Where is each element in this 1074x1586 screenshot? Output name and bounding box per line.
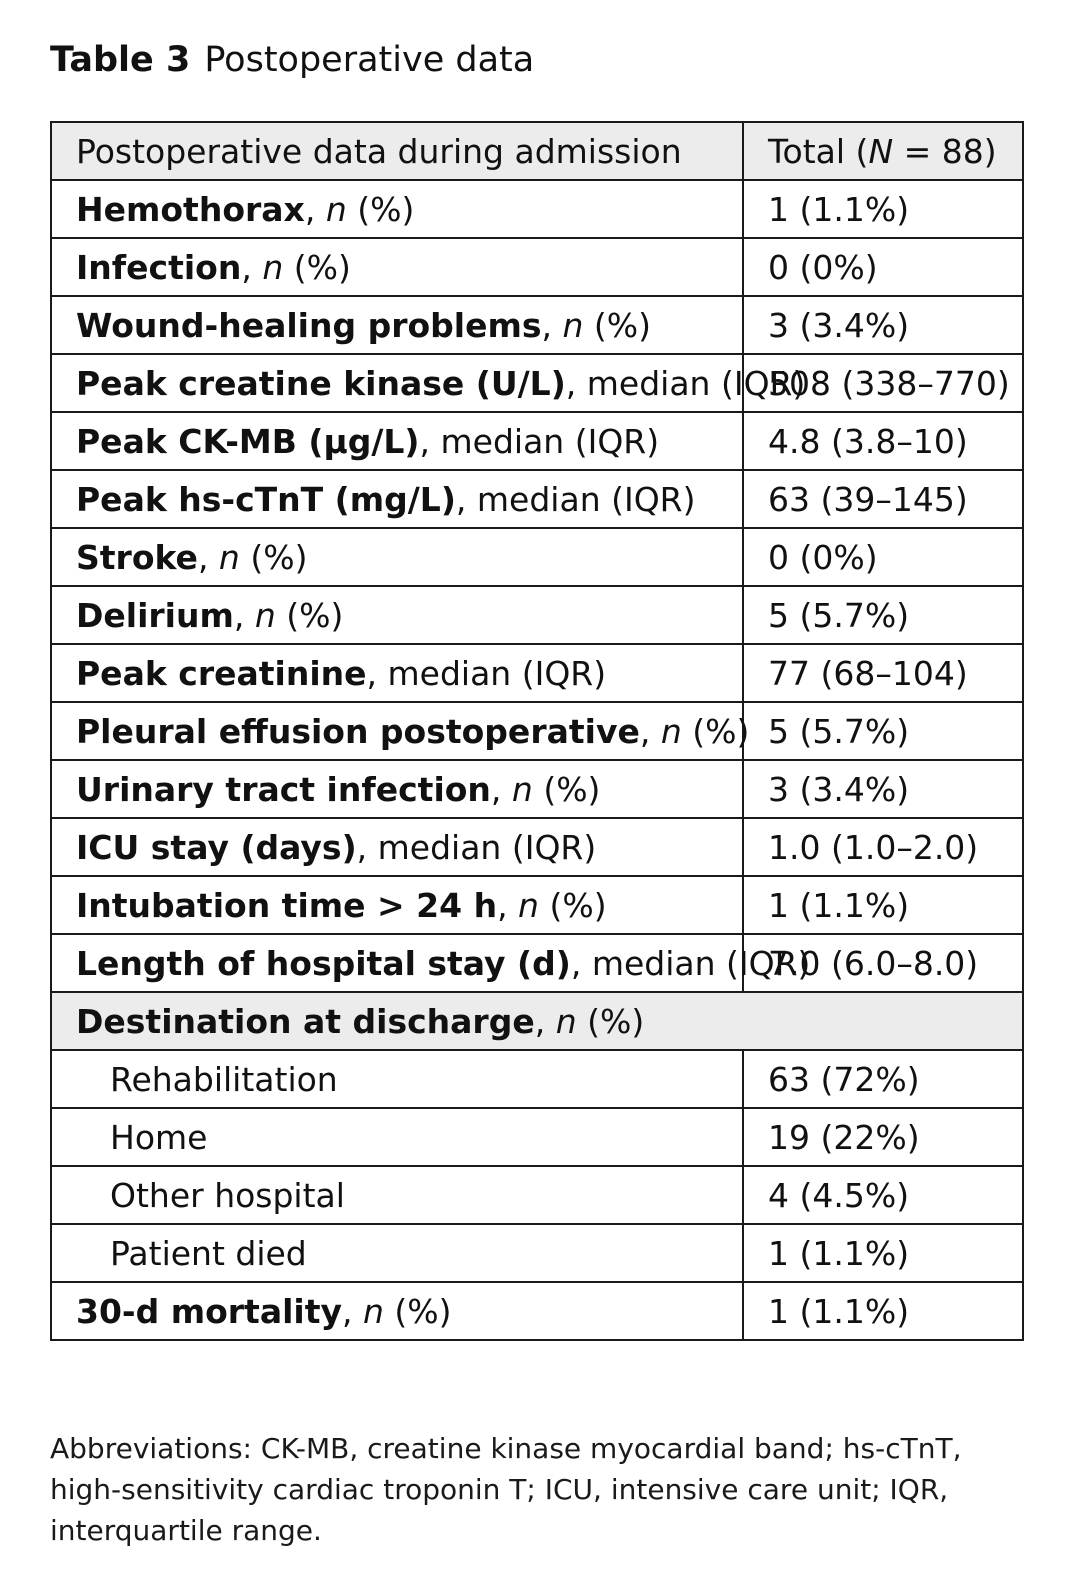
section-row-destination bbox=[51, 992, 1023, 1050]
subrow-value: 63 (72%) bbox=[743, 1050, 1023, 1108]
header-variable: Postoperative data during admission bbox=[51, 122, 743, 180]
subrow-label: Home bbox=[51, 1108, 743, 1166]
row-label: Delirium, n (%) bbox=[51, 586, 743, 644]
table-row bbox=[51, 528, 1023, 586]
table-row bbox=[51, 760, 1023, 818]
table-number: Table 3 bbox=[50, 40, 191, 80]
row-label: Pleural effusion postoperative, n (%) bbox=[51, 702, 743, 760]
table-row bbox=[51, 876, 1023, 934]
row-label: 30-d mortality, n (%) bbox=[51, 1282, 743, 1340]
table-row bbox=[51, 586, 1023, 644]
row-value: 1 (1.1%) bbox=[743, 180, 1023, 238]
row-value: 1.0 (1.0–2.0) bbox=[743, 818, 1023, 876]
row-label: Urinary tract infection, n (%) bbox=[51, 760, 743, 818]
table-row bbox=[51, 470, 1023, 528]
table-row bbox=[51, 818, 1023, 876]
table-title: Postoperative data bbox=[204, 40, 535, 80]
table-subrow bbox=[51, 1050, 1023, 1108]
subrow-value: 4 (4.5%) bbox=[743, 1166, 1023, 1224]
row-value: 77 (68–104) bbox=[743, 644, 1023, 702]
subrow-label: Rehabilitation bbox=[51, 1050, 743, 1108]
row-value: 7.0 (6.0–8.0) bbox=[743, 934, 1023, 992]
row-value: 3 (3.4%) bbox=[743, 760, 1023, 818]
subrow-value: 19 (22%) bbox=[743, 1108, 1023, 1166]
table-row bbox=[51, 180, 1023, 238]
table-row bbox=[51, 934, 1023, 992]
table-row bbox=[51, 1282, 1023, 1340]
header-total: Total (N = 88) bbox=[743, 122, 1023, 180]
row-label: Length of hospital stay (d), median (IQR) bbox=[51, 934, 743, 992]
table-row bbox=[51, 644, 1023, 702]
table-body bbox=[51, 180, 1023, 1340]
table-header-row bbox=[51, 122, 1023, 180]
row-label: ICU stay (days), median (IQR) bbox=[51, 818, 743, 876]
row-value: 508 (338–770) bbox=[743, 354, 1023, 412]
row-value: 5 (5.7%) bbox=[743, 702, 1023, 760]
row-label: Peak creatinine, median (IQR) bbox=[51, 644, 743, 702]
table-subrow bbox=[51, 1166, 1023, 1224]
row-label: Stroke, n (%) bbox=[51, 528, 743, 586]
row-value: 1 (1.1%) bbox=[743, 1282, 1023, 1340]
subrow-label: Other hospital bbox=[51, 1166, 743, 1224]
section-label: Destination at discharge, n (%) bbox=[51, 992, 1023, 1050]
postoperative-data-table bbox=[50, 121, 1024, 1341]
row-value: 0 (0%) bbox=[743, 528, 1023, 586]
row-value: 5 (5.7%) bbox=[743, 586, 1023, 644]
row-label: Infection, n (%) bbox=[51, 238, 743, 296]
subrow-label: Patient died bbox=[51, 1224, 743, 1282]
subrow-value: 1 (1.1%) bbox=[743, 1224, 1023, 1282]
table-footnote: Abbreviations: CK-MB, creatine kinase myocardial band; hs-cTnT, high-sensitivity cardiac troponin T; ICU, intensive care unit; IQR, interquartile range. bbox=[50, 1432, 962, 1547]
row-value: 63 (39–145) bbox=[743, 470, 1023, 528]
table-caption bbox=[50, 36, 534, 84]
row-label: Peak CK-MB (µg/L), median (IQR) bbox=[51, 412, 743, 470]
row-label: Intubation time > 24 h, n (%) bbox=[51, 876, 743, 934]
row-label: Peak creatine kinase (U/L), median (IQR) bbox=[51, 354, 743, 412]
row-label: Wound-healing problems, n (%) bbox=[51, 296, 743, 354]
table-subrow bbox=[51, 1224, 1023, 1282]
row-value: 1 (1.1%) bbox=[743, 876, 1023, 934]
row-label: Peak hs-cTnT (mg/L), median (IQR) bbox=[51, 470, 743, 528]
table-row bbox=[51, 238, 1023, 296]
table-row bbox=[51, 296, 1023, 354]
row-value: 4.8 (3.8–10) bbox=[743, 412, 1023, 470]
row-value: 3 (3.4%) bbox=[743, 296, 1023, 354]
table-row bbox=[51, 702, 1023, 760]
table-row bbox=[51, 412, 1023, 470]
row-label: Hemothorax, n (%) bbox=[51, 180, 743, 238]
table-row bbox=[51, 354, 1023, 412]
row-value: 0 (0%) bbox=[743, 238, 1023, 296]
table-subrow bbox=[51, 1108, 1023, 1166]
